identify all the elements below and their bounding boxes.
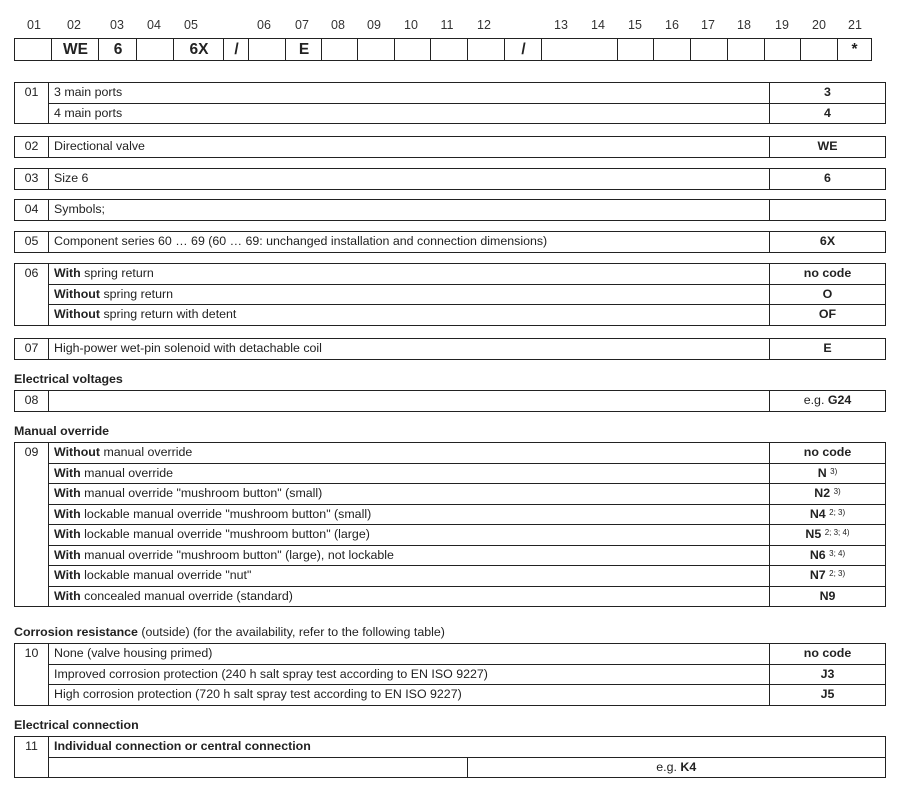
order-code-box [321,38,358,61]
row-code: e.g. G24 [770,391,886,412]
row-number: 10 [15,644,49,706]
row-description: Improved corrosion protection (240 h salt spray test according to EN ISO 9227) [49,664,770,685]
position-number: 11 [440,18,454,32]
row-description: Without spring return with detent [49,305,770,326]
table-row [15,443,886,464]
order-code-box [541,38,618,61]
row-description: Size 6 [49,169,770,190]
block-01 [14,82,886,124]
order-code-box: / [504,38,542,61]
row-code: 3 [770,83,886,104]
position-number: 06 [257,18,271,32]
order-code-box [690,38,728,61]
row-description [49,391,770,412]
table-row [15,169,886,190]
order-code-box: E [285,38,322,61]
row-code: J5 [770,685,886,706]
row-code: no code [770,264,886,285]
block-05 [14,231,886,253]
row-code: N $^{3)}$ [770,463,886,484]
table-row [15,305,886,326]
table-row [15,737,886,758]
row-description: Symbols; [49,200,770,221]
row-code: E [770,339,886,360]
row-description: High corrosion protection (720 h salt spray test according to EN ISO 9227) [49,685,770,706]
order-code-box [136,38,174,61]
row-number: 02 [15,137,49,158]
position-number: 01 [27,18,41,32]
position-number: 21 [848,18,862,32]
order-code-box [467,38,505,61]
row-code: N6 $^{3; 4)}$ [770,545,886,566]
block-11 [14,736,886,778]
table-row [15,545,886,566]
row-code: N2 $^{3)}$ [770,484,886,505]
row-description: With spring return [49,264,770,285]
row-code: no code [770,443,886,464]
position-number: 07 [295,18,309,32]
row-code: N7 $^{2; 3)}$ [770,566,886,587]
row-header: Individual connection or central connection [49,737,886,758]
row-description: With lockable manual override "mushroom button" (small) [49,504,770,525]
row-code: N4 $^{2; 3)}$ [770,504,886,525]
table-row [15,566,886,587]
table-row [15,284,886,305]
row-description [49,757,468,778]
row-description: With lockable manual override "nut" [49,566,770,587]
table-row [15,586,886,607]
table-row [15,339,886,360]
order-code-box [394,38,431,61]
row-code: WE [770,137,886,158]
position-number: 09 [367,18,381,32]
position-number: 19 [775,18,789,32]
row-number: 08 [15,391,49,412]
order-code-box [617,38,654,61]
row-code: 6X [770,232,886,253]
block-03 [14,168,886,190]
table-row [15,664,886,685]
row-description: Without manual override [49,443,770,464]
order-code-box [430,38,468,61]
row-number: 01 [15,83,49,124]
table-row [15,757,886,778]
order-code-box [800,38,838,61]
row-description: None (valve housing primed) [49,644,770,665]
position-number: 02 [67,18,81,32]
row-description: Directional valve [49,137,770,158]
position-number: 15 [628,18,642,32]
row-description: High-power wet-pin solenoid with detachable coil [49,339,770,360]
position-number: 10 [404,18,418,32]
row-description: 3 main ports [49,83,770,104]
row-description: Component series 60 … 69 (60 … 69: unchanged installation and connection dimensions) [49,232,770,253]
order-code-box [248,38,286,61]
row-number: 09 [15,443,49,607]
block-02 [14,136,886,158]
order-code-box: * [837,38,872,61]
position-number: 18 [737,18,751,32]
row-code: J3 [770,664,886,685]
table-row [15,232,886,253]
block-09 [14,442,886,607]
position-number: 13 [554,18,568,32]
row-code: e.g. K4 [467,757,886,778]
table-row [15,525,886,546]
row-code: N5 $^{2; 3; 4)}$ [770,525,886,546]
table-row [15,644,886,665]
row-description: 4 main ports [49,103,770,124]
table-row [15,103,886,124]
table-row [15,463,886,484]
order-code-box [764,38,801,61]
row-description: Without spring return [49,284,770,305]
row-number: 05 [15,232,49,253]
order-code-box [357,38,395,61]
table-row [15,137,886,158]
row-description: With lockable manual override "mushroom button" (large) [49,525,770,546]
order-code-box [653,38,691,61]
block-07 [14,338,886,360]
section-title-manual-override: Manual override [14,424,110,438]
row-description: With manual override "mushroom button" (large), not lockable [49,545,770,566]
row-number: 04 [15,200,49,221]
row-code: O [770,284,886,305]
table-row [15,83,886,104]
block-08 [14,390,886,412]
position-number: 16 [665,18,679,32]
row-code: OF [770,305,886,326]
row-description: With manual override [49,463,770,484]
row-number: 07 [15,339,49,360]
block-04 [14,199,886,221]
row-code [770,200,886,221]
table-row [15,685,886,706]
row-number: 11 [15,737,49,778]
block-10 [14,643,886,706]
order-code-header [14,15,874,65]
order-code-box: 6 [98,38,137,61]
position-number: 04 [147,18,161,32]
section-title-electrical-voltages: Electrical voltages [14,372,123,386]
order-code-box [14,38,52,61]
row-number: 03 [15,169,49,190]
section-title-corrosion-resistance: Corrosion resistance (outside) (for the availability, refer to the following table) [14,625,445,639]
row-number: 06 [15,264,49,326]
position-number: 05 [184,18,198,32]
table-row [15,391,886,412]
position-number: 03 [110,18,124,32]
row-code: no code [770,644,886,665]
table-row [15,504,886,525]
row-description: With manual override "mushroom button" (small) [49,484,770,505]
table-row [15,200,886,221]
block-06 [14,263,886,326]
position-number: 12 [477,18,491,32]
position-number: 14 [591,18,605,32]
order-code-box: / [223,38,249,61]
position-number: 20 [812,18,826,32]
row-description: With concealed manual override (standard) [49,586,770,607]
order-code-box: WE [51,38,99,61]
row-code: N9 [770,586,886,607]
row-code: 6 [770,169,886,190]
section-title-electrical-connection: Electrical connection [14,718,139,732]
order-code-box: 6X [173,38,224,61]
table-row [15,484,886,505]
row-code: 4 [770,103,886,124]
position-number: 08 [331,18,345,32]
table-row [15,264,886,285]
order-code-box [727,38,765,61]
position-number: 17 [701,18,715,32]
